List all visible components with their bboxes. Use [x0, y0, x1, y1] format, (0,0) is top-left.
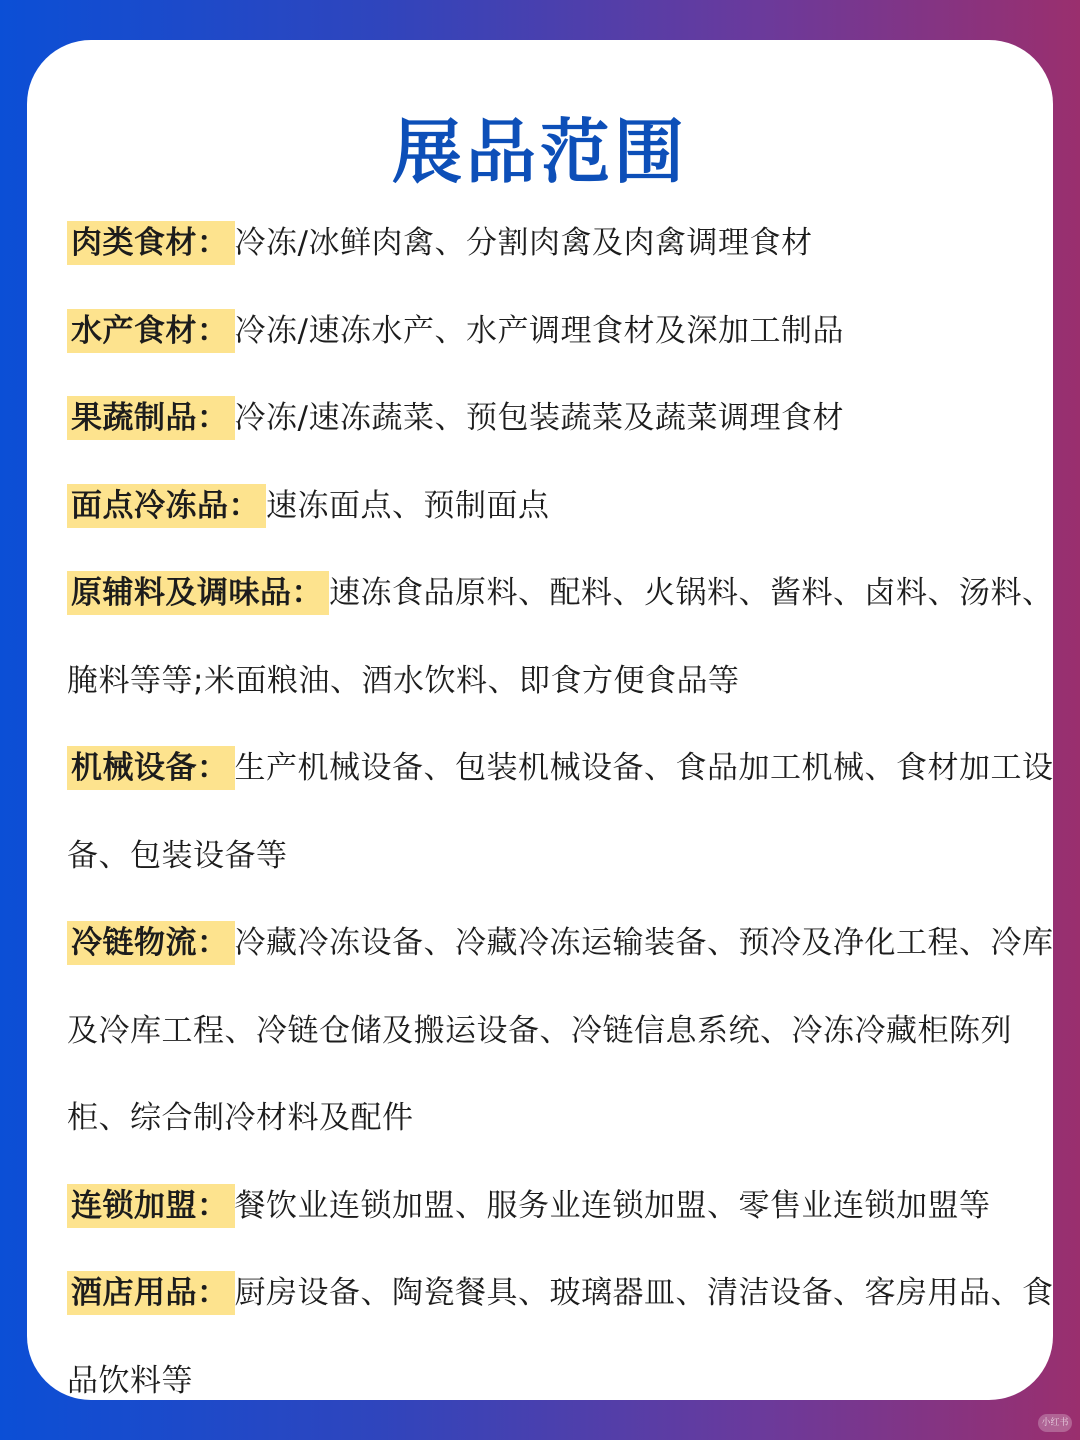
category-item-frozen-pastry: [67, 463, 1053, 551]
category-description: 冷藏冷冻设备、冷藏冷冻运输装备、预冷及净化工程、冷库及冷库工程、冷链仓储及搬运设备、冷链信息系统、冷冻冷藏柜陈列柜、综合制冷材料及配件: [67, 925, 1053, 1136]
exhibit-category-list: [67, 200, 1053, 1400]
category-description: 速冻食品原料、配料、火锅料、酱料、卤料、汤料、腌料等等;米面粮油、酒水饮料、即食方便食品等: [67, 575, 1053, 699]
category-label: 肉类食材：: [67, 221, 235, 265]
category-label: 原辅料及调味品：: [67, 571, 329, 615]
category-item-seafood: [67, 288, 1053, 376]
content-card: [27, 40, 1053, 1400]
category-label: 水产食材：: [67, 309, 235, 353]
category-item-cold-chain: [67, 900, 1053, 1163]
category-item-meat: [67, 200, 1053, 288]
category-label: 果蔬制品：: [67, 396, 235, 440]
category-description: 冷冻/速冻水产、水产调理食材及深加工制品: [234, 312, 844, 349]
category-description: 生产机械设备、包装机械设备、食品加工机械、食材加工设备、包装设备等: [67, 750, 1053, 874]
category-label: 冷链物流：: [67, 921, 235, 965]
category-item-produce: [67, 375, 1053, 463]
watermark-logo: 小红书: [1038, 1414, 1072, 1432]
category-label: 机械设备：: [67, 746, 235, 790]
category-item-franchise: [67, 1163, 1053, 1251]
category-label: 面点冷冻品：: [67, 484, 266, 528]
category-label: 连锁加盟：: [67, 1184, 235, 1228]
category-label: 酒店用品：: [67, 1271, 235, 1315]
category-description: 厨房设备、陶瓷餐具、玻璃器皿、清洁设备、客房用品、食品饮料等: [67, 1275, 1053, 1399]
category-description: 餐饮业连锁加盟、服务业连锁加盟、零售业连锁加盟等: [234, 1187, 991, 1224]
page-title: 展品范围: [392, 111, 688, 193]
category-item-ingredients: [67, 550, 1053, 725]
category-description: 速冻面点、预制面点: [266, 487, 550, 524]
category-item-machinery: [67, 725, 1053, 900]
category-description: 冷冻/速冻蔬菜、预包装蔬菜及蔬菜调理食材: [234, 400, 844, 436]
category-description: 冷冻/冰鲜肉禽、分割肉禽及肉禽调理食材: [234, 225, 813, 261]
category-item-hotel-supplies: [67, 1250, 1053, 1400]
